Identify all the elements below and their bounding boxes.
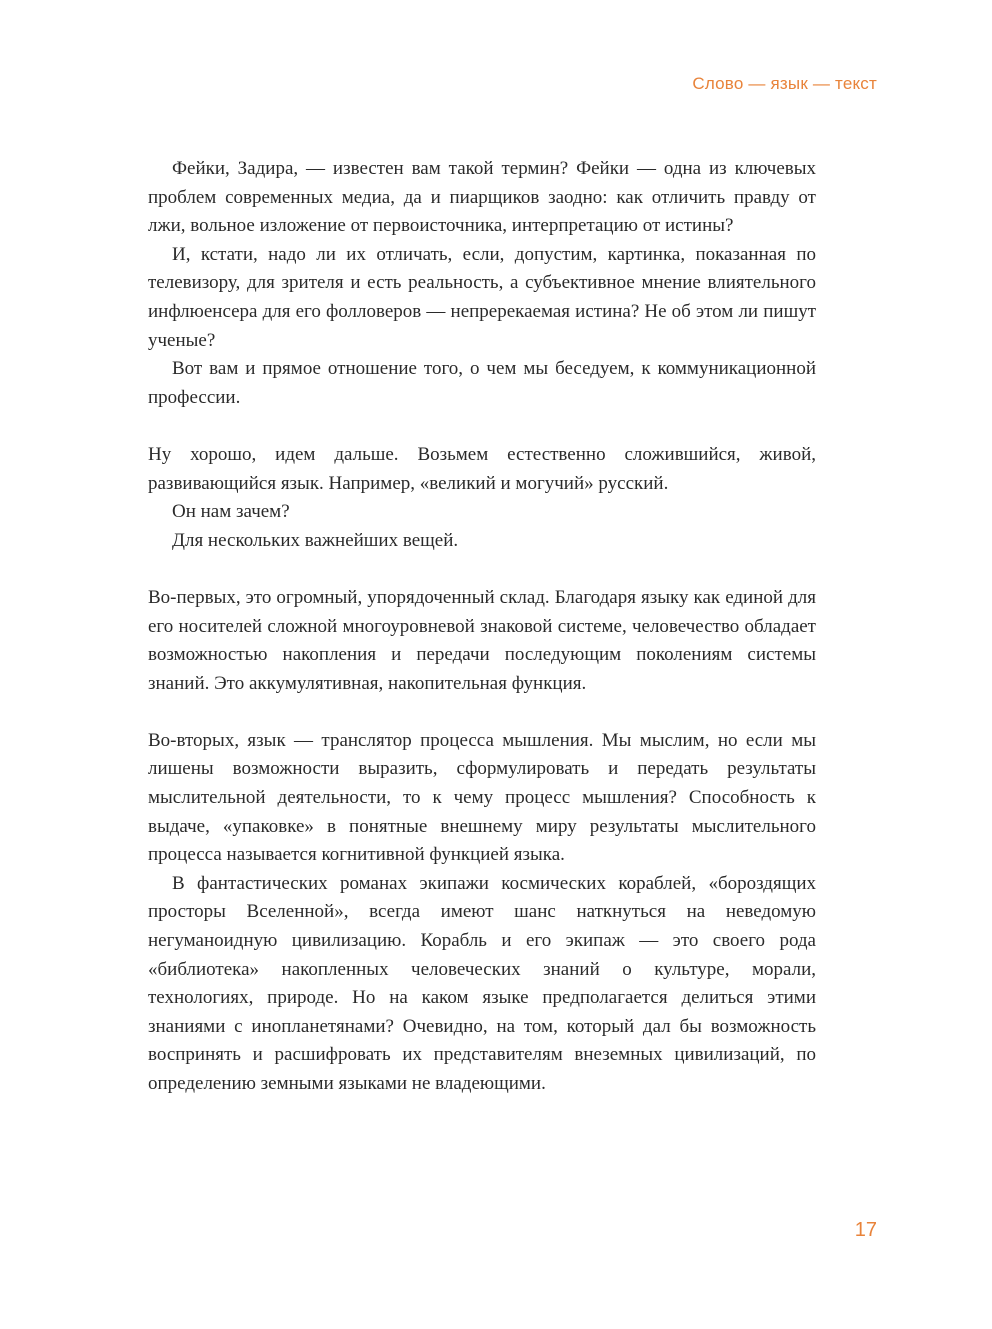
page-number: 17	[854, 1219, 877, 1241]
paragraph-fakes: Фейки, Задира, — известен вам такой термин? Фейки — одна из ключевых проблем современных медиа, да и пиарщиков заодно: как отличить правду от лжи, вольное изложение от первоисточника, интерпретацию от истины?	[148, 158, 816, 237]
paragraph-answer: Для нескольких важнейших вещей.	[172, 529, 459, 551]
paragraph-living-language: Ну хорошо, идем дальше. Возьмем естественно сложившийся, живой, развивающийся язык. Например, «великий и могучий» русский.	[148, 443, 816, 494]
paragraph-sci-fi: В фантастических романах экипажи космических кораблей, «бороздящих просторы Вселенной», всегда имеют шанс наткнуться на неведомую негуманоидную цивилизацию. Корабль и его экипаж — это своего рода «библиотека» накопленных человеческих знаний о культуре, морали, технологиях, природе. Но на каком языке предполагается делиться этими знаниями с инопланетянами? Очевидно, на том, который дал бы возможность воспринять и расшифровать их представителям внеземных цивилизаций, по определению земными языками не владеющими.	[148, 872, 816, 1094]
running-header: Слово — язык — текст	[692, 74, 877, 93]
paragraph-question: Он нам зачем?	[172, 501, 290, 523]
paragraph-second-function: Во-вторых, язык — транслятор процесса мышления. Мы мыслим, но если мы лишены возможности выразить, сформулировать и передать результаты мыслительной деятельности, то к чему процесс мышления? Способность к выдаче, «упаковке» в понятные внешнему миру результаты мыслительного процесса называется когнитивной функцией языка.	[148, 729, 816, 866]
paragraph-first-function: Во-первых, это огромный, упорядоченный склад. Благодаря языку как единой для его носителей сложной многоуровневой знаковой системе, человечество обладает возможностью накопления и передачи последующим поколениям системы знаний. Это аккумулятивная, накопительная функция.	[148, 586, 816, 694]
paragraph-distinguish: И, кстати, надо ли их отличать, если, допустим, картинка, показанная по телевизору, для зрителя и есть реальность, а субъективное мнение влиятельного инфлюенсера для его фолловеров — непререкаемая истина? Не об этом ли пишут ученые?	[148, 243, 816, 351]
body-text	[148, 155, 816, 1099]
paragraph-relation: Вот вам и прямое отношение того, о чем мы беседуем, к коммуникационной профессии.	[148, 358, 816, 408]
